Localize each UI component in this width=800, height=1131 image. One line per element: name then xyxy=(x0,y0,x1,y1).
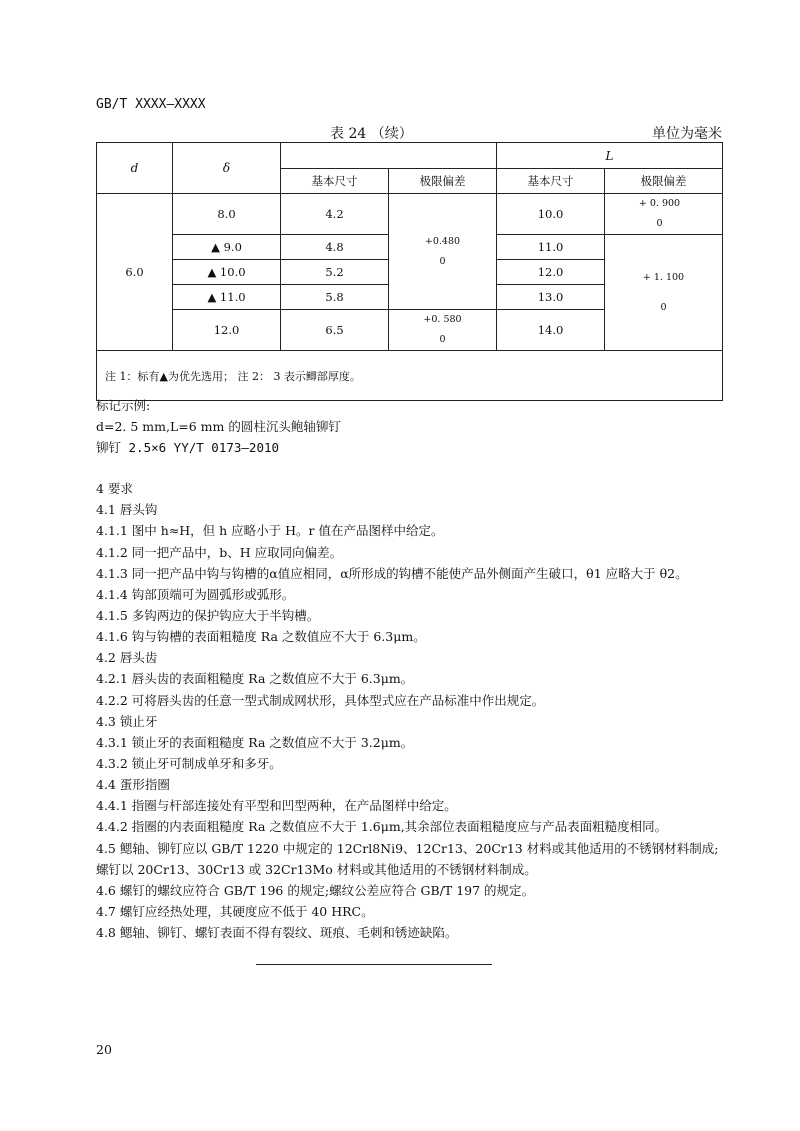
tolerance-lower: 0 xyxy=(660,301,667,313)
cell-basic-size-1: 4.2 xyxy=(281,194,389,235)
cell-basic-size-2: 14.0 xyxy=(497,310,605,351)
requirement-line: 4.1.4 钩部顶端可为圆弧形或弧形。 xyxy=(96,586,295,602)
dimension-table xyxy=(96,142,723,401)
requirement-line: 4.2.2 可将唇头齿的任意一型式制成网状形，具体型式应在产品标准中作出规定。 xyxy=(96,692,545,708)
requirement-line: 4.2.1 唇头齿的表面粗糙度 Ra 之数值应不大于 6.3μm。 xyxy=(96,671,414,687)
cell-delta: ▲ 10.0 xyxy=(173,260,281,285)
cell-tolerance-2a xyxy=(605,194,723,235)
requirement-line: 4 要求 xyxy=(96,481,133,496)
cell-basic-size-1: 4.8 xyxy=(281,235,389,260)
cell-basic-size-2: 11.0 xyxy=(497,235,605,260)
tolerance-upper: +0. 580 xyxy=(423,314,462,325)
cell-basic-size-1: 6.5 xyxy=(281,310,389,351)
column-header-group-blank xyxy=(281,143,497,169)
cell-delta: 12.0 xyxy=(173,310,281,351)
cell-basic-size-1: 5.8 xyxy=(281,285,389,310)
requirement-line: 4.1.3 同一把产品中钩与钩槽的α值应相同，α所形成的钩槽不能使产品外侧面产生破口，θ1 应略大于 θ2。 xyxy=(96,565,688,581)
tolerance-lower: 0 xyxy=(439,334,446,345)
column-header-d: d xyxy=(97,143,173,194)
requirement-line: 4.2 唇头齿 xyxy=(96,650,158,666)
page-number: 20 xyxy=(96,1042,112,1057)
requirement-line: 4.4 蛋形指圈 xyxy=(96,777,170,793)
table-notes-row xyxy=(97,351,723,401)
tolerance-upper: + 0. 900 xyxy=(638,198,681,209)
cell-tolerance-1b xyxy=(389,310,497,351)
cell-basic-size-2: 12.0 xyxy=(497,260,605,285)
document-header-id: GB/T XXXX—XXXX xyxy=(96,97,206,112)
requirement-line: 4.1.1 图中 h≈H，但 h 应略小于 H。r 值在产品图样中给定。 xyxy=(96,523,444,539)
cell-tolerance-2b xyxy=(605,235,723,351)
table-notes: 注 1：标有▲为优先选用； 注 2： 3 表示鲫部厚度。 xyxy=(97,351,723,401)
requirement-line: 4.4.2 指圈的内表面粗糙度 Ra 之数值应不大于 1.6μm,其余部位表面粗糙度应与产品表面粗糙度相同。 xyxy=(96,819,668,835)
requirement-line: 4.1 唇头钩 xyxy=(96,502,158,518)
requirement-line: 4.3 锁止牙 xyxy=(96,713,158,729)
table-header-row xyxy=(97,143,723,169)
requirement-line: 4.3.2 锁止牙可制成单牙和多牙。 xyxy=(96,756,282,771)
table-caption: 表 24 （续） xyxy=(330,126,413,142)
column-header-L: L xyxy=(497,143,723,169)
subheader-tolerance-1: 极限偏差 xyxy=(389,169,497,194)
subheader-basic-size-2: 基本尺寸 xyxy=(497,169,605,194)
tolerance-upper: + 1. 100 xyxy=(642,271,685,283)
requirement-line: 螺钉以 20Cr13、30Cr13 或 32Cr13Mo 材料或其他适用的不锈钢材料制成。 xyxy=(96,861,537,877)
marking-example-description: d=2. 5 mm,L=6 mm 的圆柱沉头鲍轴铆钉 xyxy=(96,419,341,434)
tolerance-lower: 0 xyxy=(439,255,446,267)
requirement-line: 4.4.1 指圈与杆部连接处有平型和凹型两种，在产品图样中给定。 xyxy=(96,798,457,814)
table-row xyxy=(97,194,723,235)
cell-basic-size-2: 10.0 xyxy=(497,194,605,235)
marking-example-code: 铆钉 2.5×6 YY/T 0173—2010 xyxy=(96,440,280,455)
requirement-line: 4.1.5 多钩两边的保护钩应大于半钩槽。 xyxy=(96,607,320,623)
cell-basic-size-2: 13.0 xyxy=(497,285,605,310)
requirement-line: 4.7 螺钉应经热处理，其硬度应不低于 40 HRC。 xyxy=(96,904,374,919)
cell-tolerance-1a xyxy=(389,194,497,310)
requirement-line: 4.3.1 锁止牙的表面粗糙度 Ra 之数值应不大于 3.2μm。 xyxy=(96,734,414,750)
requirement-line: 4.1.6 钩与钩槽的表面粗糙度 Ra 之数值应不大于 6.3μm。 xyxy=(96,629,426,644)
tolerance-upper: +0.480 xyxy=(424,235,461,247)
tolerance-lower: 0 xyxy=(656,218,663,229)
cell-delta: 8.0 xyxy=(173,194,281,235)
end-separator-line xyxy=(256,964,492,965)
cell-delta: ▲ 9.0 xyxy=(173,235,281,260)
requirement-line: 4.1.2 同一把产品中，b、H 应取同向偏差。 xyxy=(96,544,343,560)
requirement-line: 4.6 螺钉的螺纹应符合 GB/T 196 的规定;螺纹公差应符合 GB/T 197 的规定。 xyxy=(96,882,535,898)
marking-example-title: 标记示例: xyxy=(96,398,151,413)
subheader-tolerance-2: 极限偏差 xyxy=(605,169,723,194)
cell-delta: ▲ 11.0 xyxy=(173,285,281,310)
requirement-line: 4.8 鳃轴、铆钉、螺钉表面不得有裂纹、斑痕、毛刺和锈迹缺陷。 xyxy=(96,925,458,941)
cell-basic-size-1: 5.2 xyxy=(281,260,389,285)
subheader-basic-size-1: 基本尺寸 xyxy=(281,169,389,194)
table-unit-note: 单位为毫米 xyxy=(652,126,722,142)
column-header-delta: δ xyxy=(173,143,281,194)
cell-d-value: 6.0 xyxy=(97,194,173,351)
requirement-line: 4.5 鳃轴、铆钉应以 GB/T 1220 中规定的 12Crl8Ni9、12Cr13、20Cr13 材料或其他适用的不锈钢材料制成; xyxy=(96,840,719,856)
